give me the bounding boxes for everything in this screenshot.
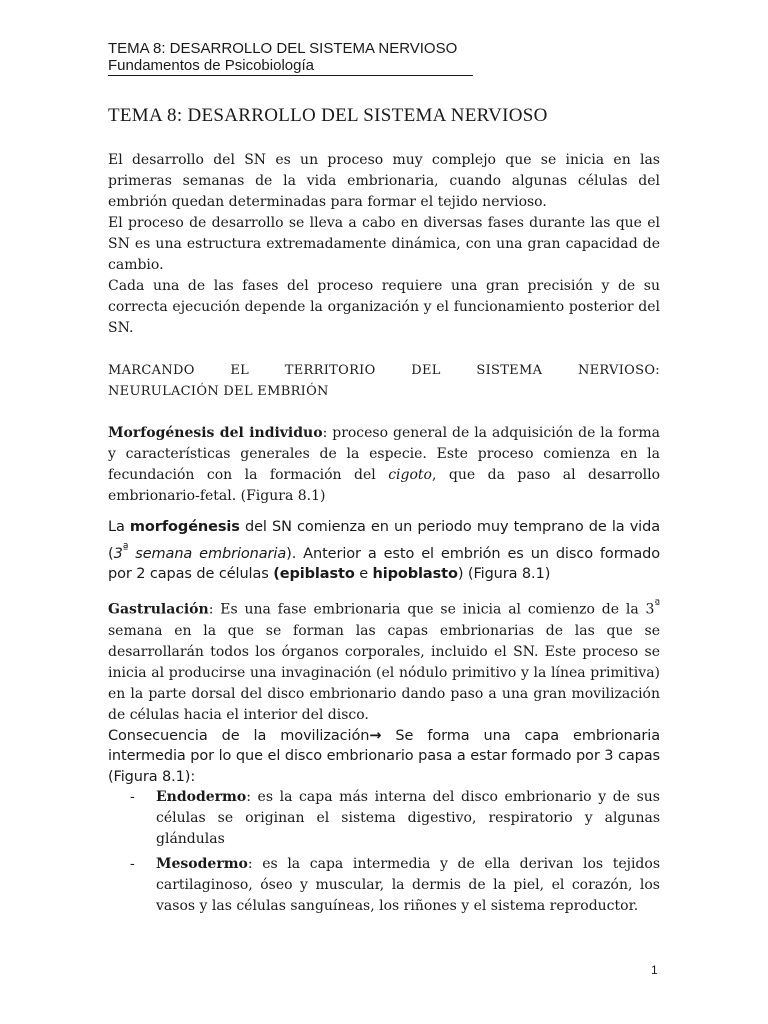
paragraph-text: Consecuencia de la movilización (108, 727, 370, 744)
section-heading-word: DEL (411, 363, 441, 378)
page-number: 1 (651, 963, 658, 977)
paragraph-text: La (108, 519, 130, 535)
paragraph-text: e (354, 565, 373, 582)
paragraph-text: del SN comienza en un periodo muy temprano de la vida ( (108, 519, 660, 562)
paragraph-text: : Es una fase embrionaria que se inicia al comienzo de la 3 (208, 601, 655, 618)
term-mesodermo: Mesodermo (156, 856, 248, 873)
ordinal-sup: ª (654, 597, 660, 612)
term-morfogenesis-individuo: Morfogénesis del individuo (108, 425, 323, 441)
paragraph-text: ) (Figura 8.1) (457, 565, 551, 582)
running-header (108, 40, 473, 76)
term-hipoblasto: hipoblasto (372, 565, 458, 582)
term-epiblasto: (epiblasto (273, 565, 355, 582)
morfogenesis-sn-paragraph (108, 517, 660, 584)
document-title: TEMA 8: DESARROLLO DEL SISTEMA NERVIOSO (108, 105, 548, 126)
morfogenesis-individuo-paragraph (108, 423, 660, 507)
paragraph-text: Se forma una capa embrionaria intermedia por lo que el disco embrionario pasa a estar formado por 3 capas (Figura 8.1): (108, 727, 661, 785)
italic-text: 3 (113, 545, 123, 562)
term-endodermo: Endodermo (156, 789, 247, 806)
term-morfogenesis: morfogénesis (129, 519, 240, 535)
list-item (108, 787, 660, 850)
list-dash: - (130, 856, 135, 873)
section-heading-word: TERRITORIO (284, 363, 376, 378)
intro-paragraph-1: El desarrollo del SN es un proceso muy complejo que se inicia en las primeras semanas de la vida embrionaria, cuando algunas células del embrión quedan determinadas para formar el tejido nervioso. (108, 152, 660, 210)
section-heading (108, 360, 660, 381)
consequence-paragraph (108, 726, 660, 788)
list-item (108, 854, 660, 917)
intro-paragraph-2: El proceso de desarrollo se lleva a cabo en diversas fases durante las que el SN es una estructura extremadamente dinámica, con una gran capacidad de cambio. (108, 215, 660, 273)
list-dash: - (130, 789, 135, 806)
paragraph-text: : proceso general de la adquisición de la forma y características generales de la especie. Este proceso comienza en la fecundación con la formación del (108, 425, 661, 483)
term-gastrulacion: Gastrulación (108, 601, 209, 618)
intro-paragraph-3: Cada una de las fases del proceso requiere una gran precisión y de su correcta ejecución depende la organización y el funcionamiento posterior del SN. (108, 278, 660, 336)
ordinal-sup: ª (122, 540, 129, 555)
arrow-icon: → (369, 727, 382, 744)
italic-text: semana embrionaria (128, 545, 287, 562)
term-cigoto: cigoto (388, 467, 432, 483)
document-body (108, 150, 660, 921)
paragraph-text: , que da paso al desarrollo embrionario-fetal. (Figura 8.1) (108, 467, 661, 504)
header-topic: TEMA 8: DESARROLLO DEL SISTEMA NERVIOSO (108, 40, 458, 57)
paragraph-text: : es la capa intermedia y de ella derivan los tejidos cartilaginoso, óseo y muscular, la dermis de la piel, el corazón, los vasos y las células sanguíneas, los riñones y el sistema reproductor. (156, 856, 660, 915)
gastrulacion-paragraph (108, 594, 660, 726)
header-subject: Fundamentos de Psicobiología (108, 57, 314, 74)
section-heading-word: EL (230, 363, 250, 378)
section-heading-line2: NEURULACIÓN DEL EMBRIÓN (108, 384, 329, 399)
section-heading-word: SISTEMA (476, 363, 543, 378)
section-heading-word: NERVIOSO: (577, 363, 660, 378)
paragraph-text: : es la capa más interna del disco embrionario y de sus células se originan el sistema digestivo, respiratorio y algunas glándulas (156, 789, 660, 848)
layers-list (108, 787, 660, 917)
section-heading-word: MARCANDO (108, 363, 195, 378)
paragraph-text: semana en la que se forman las capas embrionarias de las que se desarrollarán todos los órganos corporales, incluido el SN. Este proceso se inicia al producirse una invaginación (el nódulo primitivo y la línea primitiva) en la parte dorsal del disco embrionario dando paso a una gran movilización de células hacia el interior del disco. (108, 622, 660, 723)
paragraph-text: ). Anterior a esto el embrión es un disco formado por 2 capas de células (108, 545, 660, 582)
